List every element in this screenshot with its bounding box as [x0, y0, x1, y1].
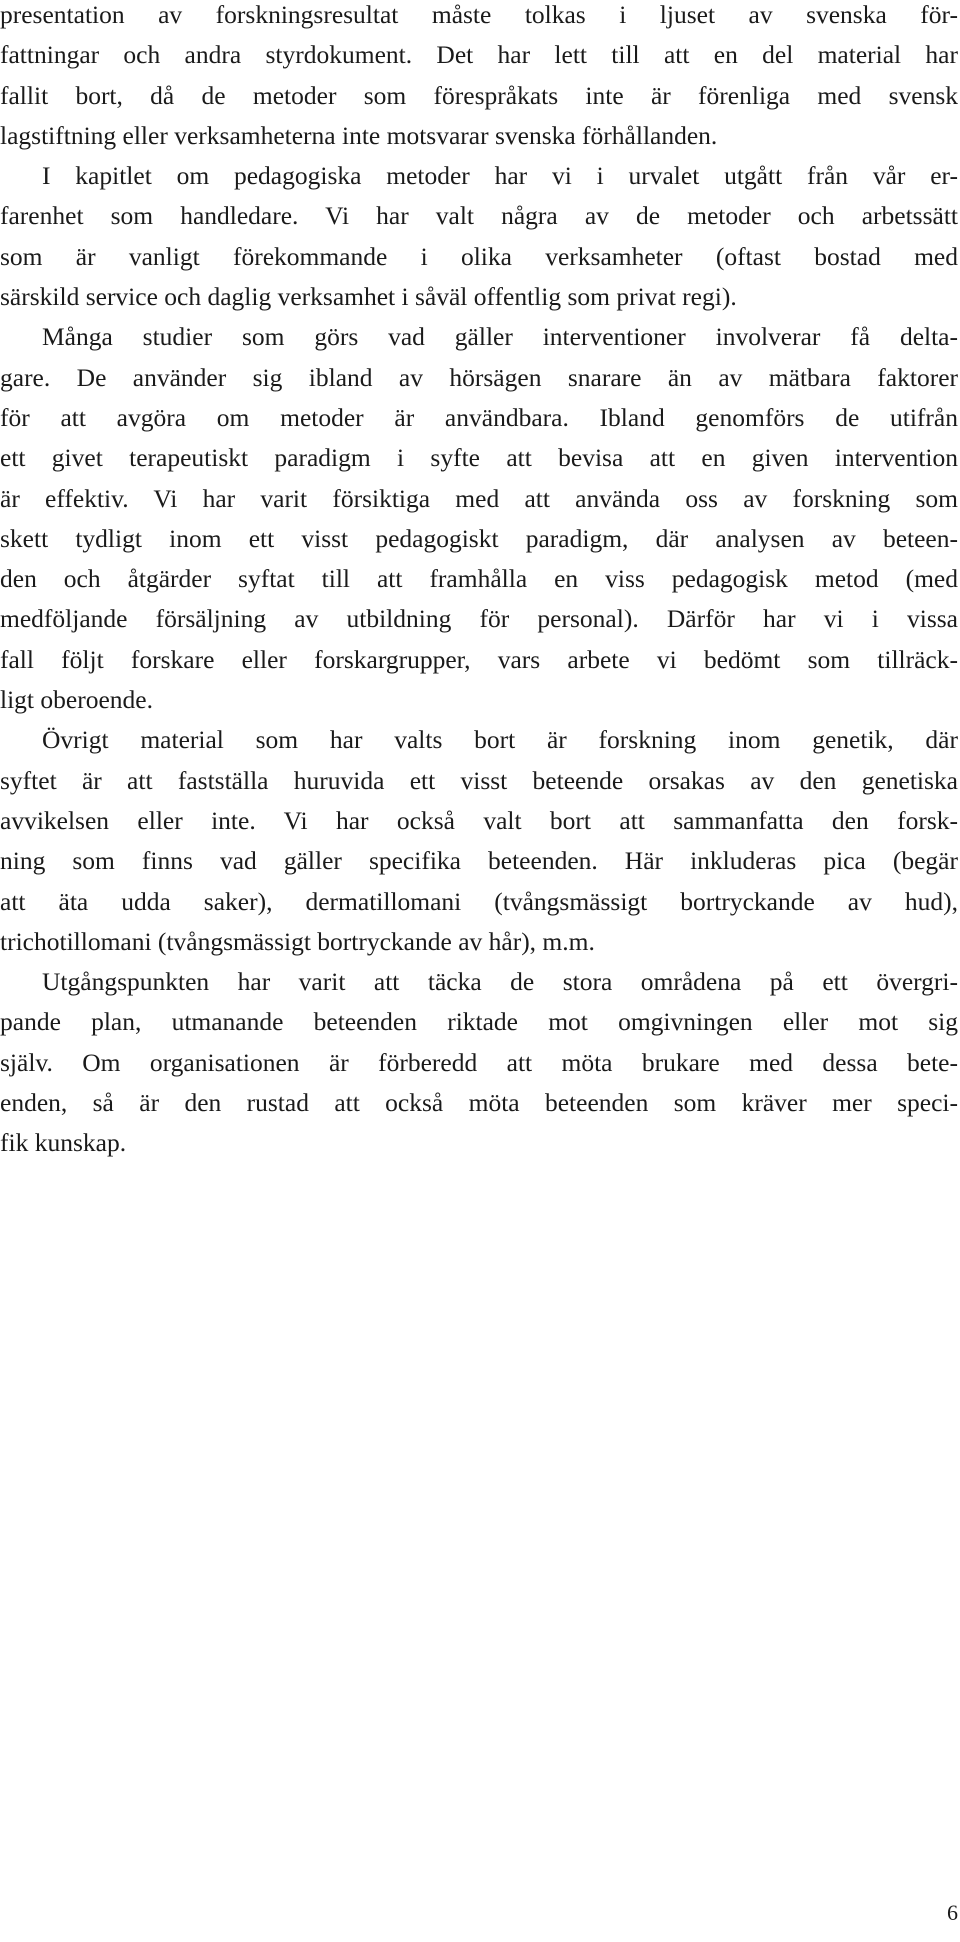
text-line: är effektiv. Vi har varit försiktiga med att använda oss av forskning som [0, 483, 958, 513]
text-line: enden, så är den rustad att också möta beteenden som kräver mer speci- [0, 1088, 958, 1118]
page-number: 6 [947, 1900, 958, 1925]
text-line: I kapitlet om pedagogiska metoder har vi i urvalet utgått från vår er- [42, 161, 958, 191]
text-line: avvikelsen eller inte. Vi har också valt bort att sammanfatta den forsk- [0, 805, 958, 835]
text-line: lagstiftning eller verksamheterna inte motsvarar svenska förhållanden. [0, 120, 718, 150]
text-line: särskild service och daglig verksamhet i såväl offentlig som privat regi). [0, 282, 737, 312]
text-line: medföljande försäljning av utbildning för personal). Därför har vi i vissa [0, 604, 958, 634]
text-line: trichotillomani (tvångsmässigt bortryckande av hår), m.m. [0, 926, 595, 956]
text-line: själv. Om organisationen är förberedd att möta brukare med dessa bete- [0, 1047, 958, 1077]
text-line: presentation av forskningsresultat måste tolkas i ljuset av svenska för- [0, 0, 958, 29]
text-line: fall följt forskare eller forskargrupper, vars arbete vi bedömt som tillräck- [0, 644, 958, 674]
text-line: att äta udda saker), dermatillomani (tvångsmässigt bortryckande av hud), [0, 886, 958, 916]
text-line: farenhet som handledare. Vi har valt några av de metoder och arbetssätt [0, 201, 958, 231]
text-line: pande plan, utmanande beteenden riktade mot omgivningen eller mot sig [0, 1007, 958, 1037]
text-line: fik kunskap. [0, 1128, 127, 1158]
text-line: för att avgöra om metoder är användbara. Ibland genomförs de utifrån [0, 402, 958, 432]
text-line: gare. De använder sig ibland av hörsägen snarare än av mätbara faktorer [0, 362, 958, 392]
text-line: skett tydligt inom ett visst pedagogiskt paradigm, där analysen av beteen- [0, 523, 958, 553]
text-line: Utgångspunkten har varit att täcka de stora områdena på ett övergri- [42, 967, 958, 997]
text-line: ligt oberoende. [0, 685, 153, 715]
text-line: fattningar och andra styrdokument. Det har lett till att en del material har [0, 40, 958, 70]
text-line: Övrigt material som har valts bort är forskning inom genetik, där [42, 725, 958, 755]
text-line: syftet är att fastställa huruvida ett visst beteende orsakas av den genetiska [0, 765, 958, 795]
text-line: som är vanligt förekommande i olika verksamheter (oftast bostad med [0, 241, 958, 271]
text-line: ett givet terapeutiskt paradigm i syfte att bevisa att en given intervention [0, 443, 958, 473]
text-line: ning som finns vad gäller specifika beteenden. Här inkluderas pica (begär [0, 846, 958, 876]
text-line: Många studier som görs vad gäller interventioner involverar få delta- [42, 322, 958, 352]
text-line: den och åtgärder syftat till att framhålla en viss pedagogisk metod (med [0, 564, 958, 594]
text-line: fallit bort, då de metoder som förespråkats inte är förenliga med svensk [0, 80, 958, 110]
